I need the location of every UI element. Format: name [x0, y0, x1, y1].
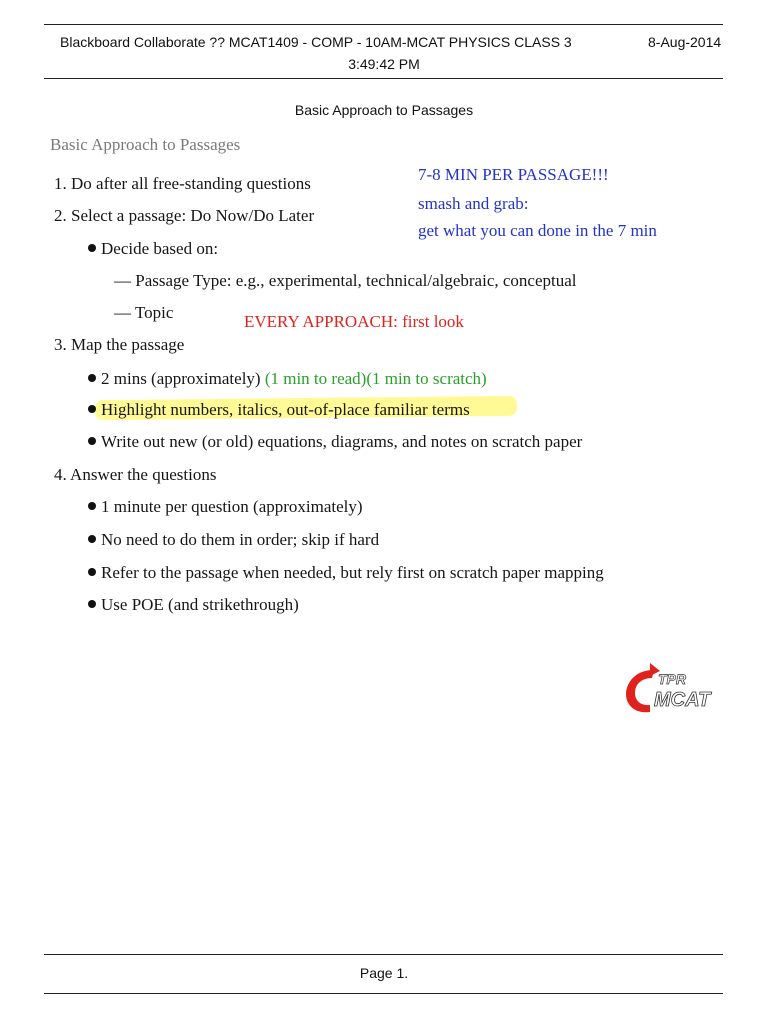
bullet-icon [88, 600, 96, 608]
bullet-per-question [88, 497, 363, 517]
annotation-every-approach: EVERY APPROACH: first look [244, 312, 464, 331]
bullet-icon [88, 374, 96, 382]
footer-bottom-rule [44, 993, 723, 994]
bullet-poe [88, 595, 299, 615]
header-time: 3:49:42 PM [348, 56, 420, 72]
slide-title: Basic Approach to Passages [50, 135, 241, 154]
annotation-time-per-passage: 7-8 MIN PER PASSAGE!!! [418, 165, 609, 184]
step-1: 1. Do after all free-standing questions [54, 174, 311, 193]
bullet-icon [88, 568, 96, 576]
bullet-highlight [88, 400, 470, 420]
document-title: Basic Approach to Passages [294, 102, 474, 118]
footer-top-rule [44, 954, 723, 955]
write-text: Write out new (or old) equations, diagrams, and notes on scratch paper [101, 432, 583, 451]
poe-text: Use POE (and strikethrough) [101, 595, 299, 614]
bullet-icon [88, 437, 96, 445]
page-number: Page 1. [359, 965, 409, 981]
per-question-text: 1 minute per question (approximately) [101, 497, 363, 516]
annotation-get-what: get what you can done in the 7 min [418, 221, 657, 240]
bullet-icon [88, 535, 96, 543]
bullet-mins [88, 369, 487, 389]
bullet-refer [88, 563, 604, 583]
step-2: 2. Select a passage: Do Now/Do Later [54, 206, 315, 225]
mins-note-annotation: (1 min to read)(1 min to scratch) [264, 369, 487, 388]
annotation-smash: smash and grab: [418, 194, 529, 213]
highlight-text: Highlight numbers, italics, out-of-place familiar terms [101, 400, 470, 419]
step-3: 3. Map the passage [54, 335, 185, 354]
bullet-write [88, 432, 582, 452]
bullet-icon [88, 502, 96, 510]
header-title: Blackboard Collaborate ?? MCAT1409 - COMP - 10AM-MCAT PHYSICS CLASS 3 [60, 34, 572, 50]
decide-text: Decide based on: [101, 239, 219, 258]
bullet-icon [88, 244, 96, 252]
step-4: 4. Answer the questions [54, 465, 217, 484]
logo-bottom-text: MCAT [654, 689, 711, 711]
topic: — Topic [114, 303, 174, 322]
bullet-icon [88, 405, 96, 413]
refer-text: Refer to the passage when needed, but rely first on scratch paper mapping [101, 563, 604, 582]
no-order-text: No need to do them in order; skip if hard [101, 530, 380, 549]
tpr-mcat-logo [620, 660, 720, 720]
mins-text: 2 mins (approximately) [101, 369, 261, 388]
logo-top-text: TPR [658, 671, 686, 687]
header-date: 8-Aug-2014 [648, 34, 722, 50]
bullet-decide [88, 239, 218, 259]
bullet-no-order [88, 530, 379, 550]
passage-type: — Passage Type: e.g., experimental, technical/algebraic, conceptual [114, 271, 577, 290]
